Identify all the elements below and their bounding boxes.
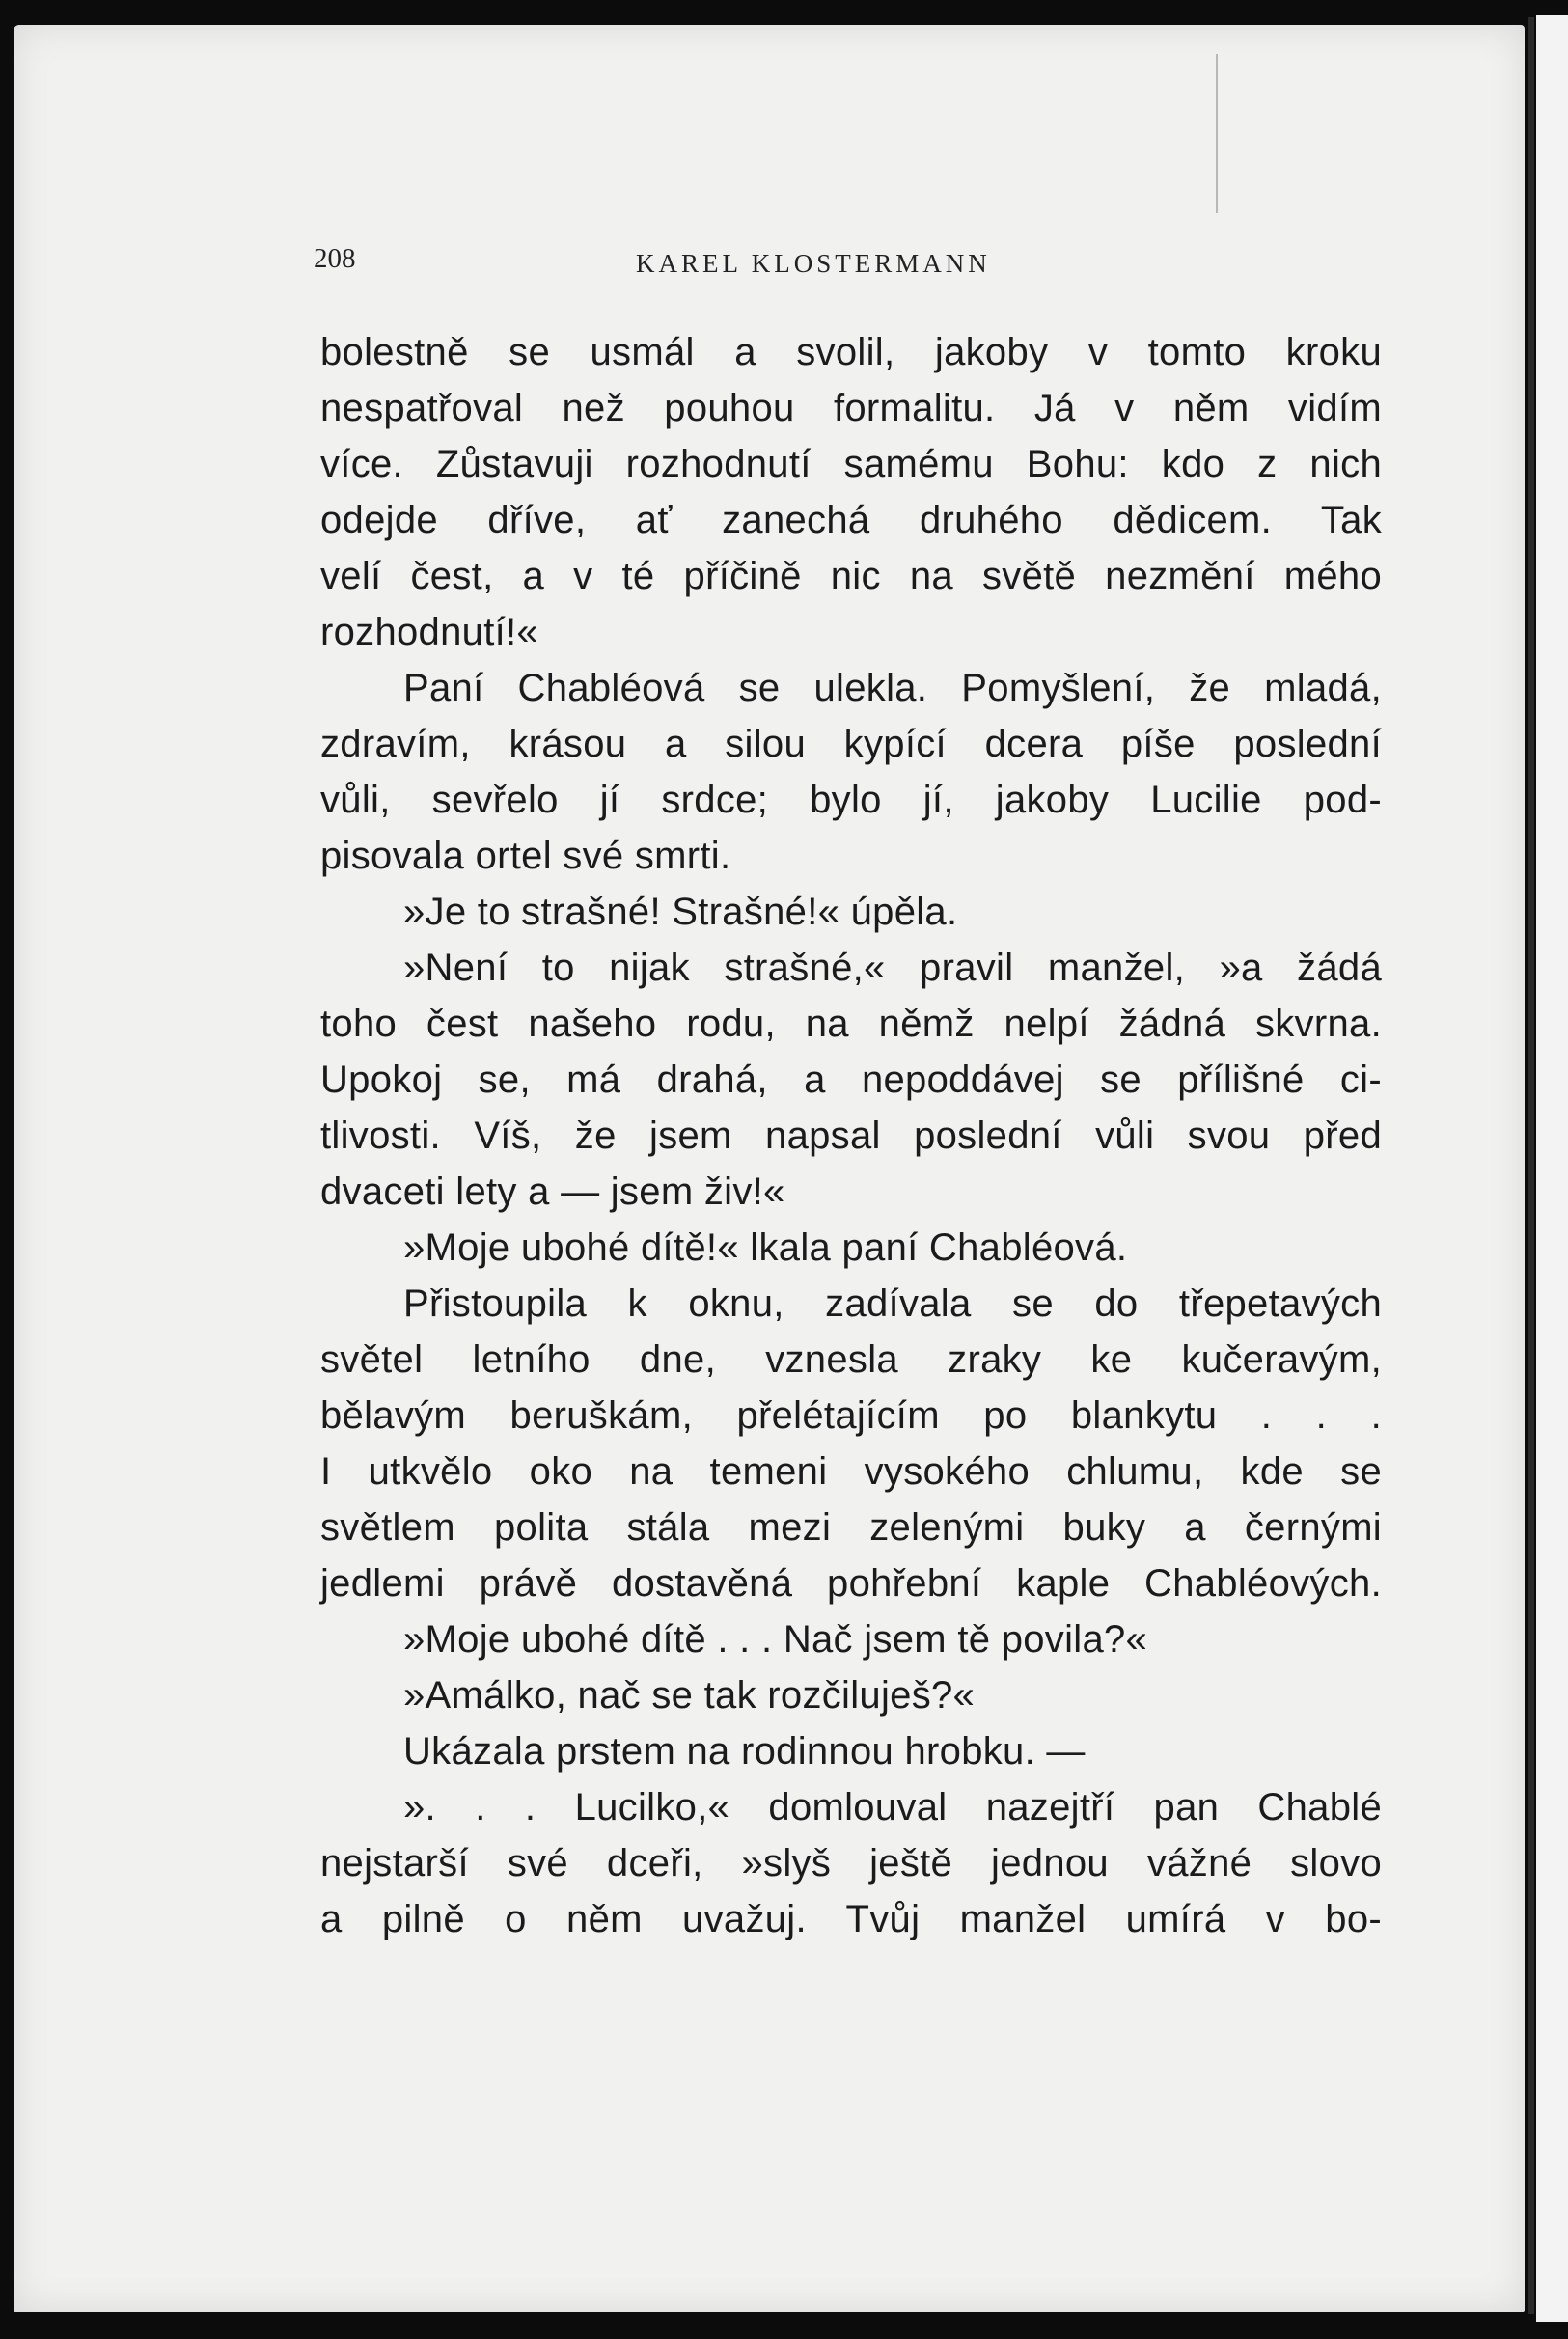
text-line: jedlemi právě dostavěná pohřební kaple Chabléových. xyxy=(320,1562,1382,1605)
book-page xyxy=(14,25,1525,2312)
text-line: nejstarší své dceři, »slyš ještě jednou vážné slovo xyxy=(320,1842,1382,1885)
paragraph-start-line: »Amálko, nač se tak rozčiluješ?« xyxy=(403,1674,976,1717)
page-header xyxy=(14,243,1525,282)
facing-page-strip xyxy=(1536,15,1568,2322)
text-line: Upokoj se, má drahá, a nepoddávej se přílišné ci- xyxy=(320,1059,1382,1101)
text-line: světel letního dne, vznesla zraky ke kučeravým, xyxy=(320,1338,1382,1381)
paragraph-start-line: Paní Chabléová se ulekla. Pomyšlení, že mladá, xyxy=(403,667,1382,709)
text-line: I utkvělo oko na temeni vysokého chlumu, kde se xyxy=(320,1450,1382,1493)
body-text xyxy=(320,324,1382,1947)
text-line: dvaceti lety a — jsem živ!« xyxy=(320,1170,785,1213)
text-line: nespatřoval než pouhou formalitu. Já v něm vidím xyxy=(320,387,1382,429)
paragraph-start-line: »Moje ubohé dítě!« lkala paní Chabléová. xyxy=(403,1226,1128,1269)
paragraph-start-line: Přistoupila k oknu, zadívala se do třepetavých xyxy=(403,1282,1382,1325)
text-line: tlivosti. Víš, že jsem napsal poslední vůli svou před xyxy=(320,1114,1382,1157)
running-head: KAREL KLOSTERMANN xyxy=(636,249,991,278)
paragraph-start-line: »Moje ubohé dítě . . . Nač jsem tě povila?« xyxy=(403,1618,1148,1661)
text-line: odejde dříve, ať zanechá druhého dědicem. Tak xyxy=(320,499,1382,541)
text-line: světlem polita stála mezi zelenými buky a černými xyxy=(320,1506,1382,1549)
text-line: vůli, sevřelo jí srdce; bylo jí, jakoby Lucilie pod- xyxy=(320,779,1382,821)
text-line: zdravím, krásou a silou kypící dcera píše poslední xyxy=(320,723,1382,765)
paragraph-start-line: ». . . Lucilko,« domlouval nazejtří pan Chablé xyxy=(403,1786,1382,1829)
text-line: velí čest, a v té příčině nic na světě nezmění mého xyxy=(320,555,1382,597)
text-line: pisovala ortel své smrti. xyxy=(320,835,731,877)
text-line: toho čest našeho rodu, na němž nelpí žádná skvrna. xyxy=(320,1003,1382,1045)
page-crease xyxy=(1216,54,1218,213)
page-edge xyxy=(1528,17,1534,2314)
text-line: více. Zůstavuji rozhodnutí samému Bohu: kdo z nich xyxy=(320,443,1382,485)
page-number: 208 xyxy=(314,243,356,274)
paragraph-start-line: »Není to nijak strašné,« pravil manžel, »a žádá xyxy=(403,947,1382,989)
text-line: bolestně se usmál a svolil, jakoby v tomto kroku xyxy=(320,331,1382,373)
paragraph-start-line: »Je to strašné! Strašné!« úpěla. xyxy=(403,891,958,933)
text-line: rozhodnutí!« xyxy=(320,611,538,653)
paragraph-start-line: Ukázala prstem na rodinnou hrobku. — xyxy=(403,1730,1086,1773)
text-line: a pilně o něm uvažuj. Tvůj manžel umírá v bo- xyxy=(320,1898,1382,1940)
text-line: bělavým beruškám, přelétajícím po blankytu . . . xyxy=(320,1394,1382,1437)
